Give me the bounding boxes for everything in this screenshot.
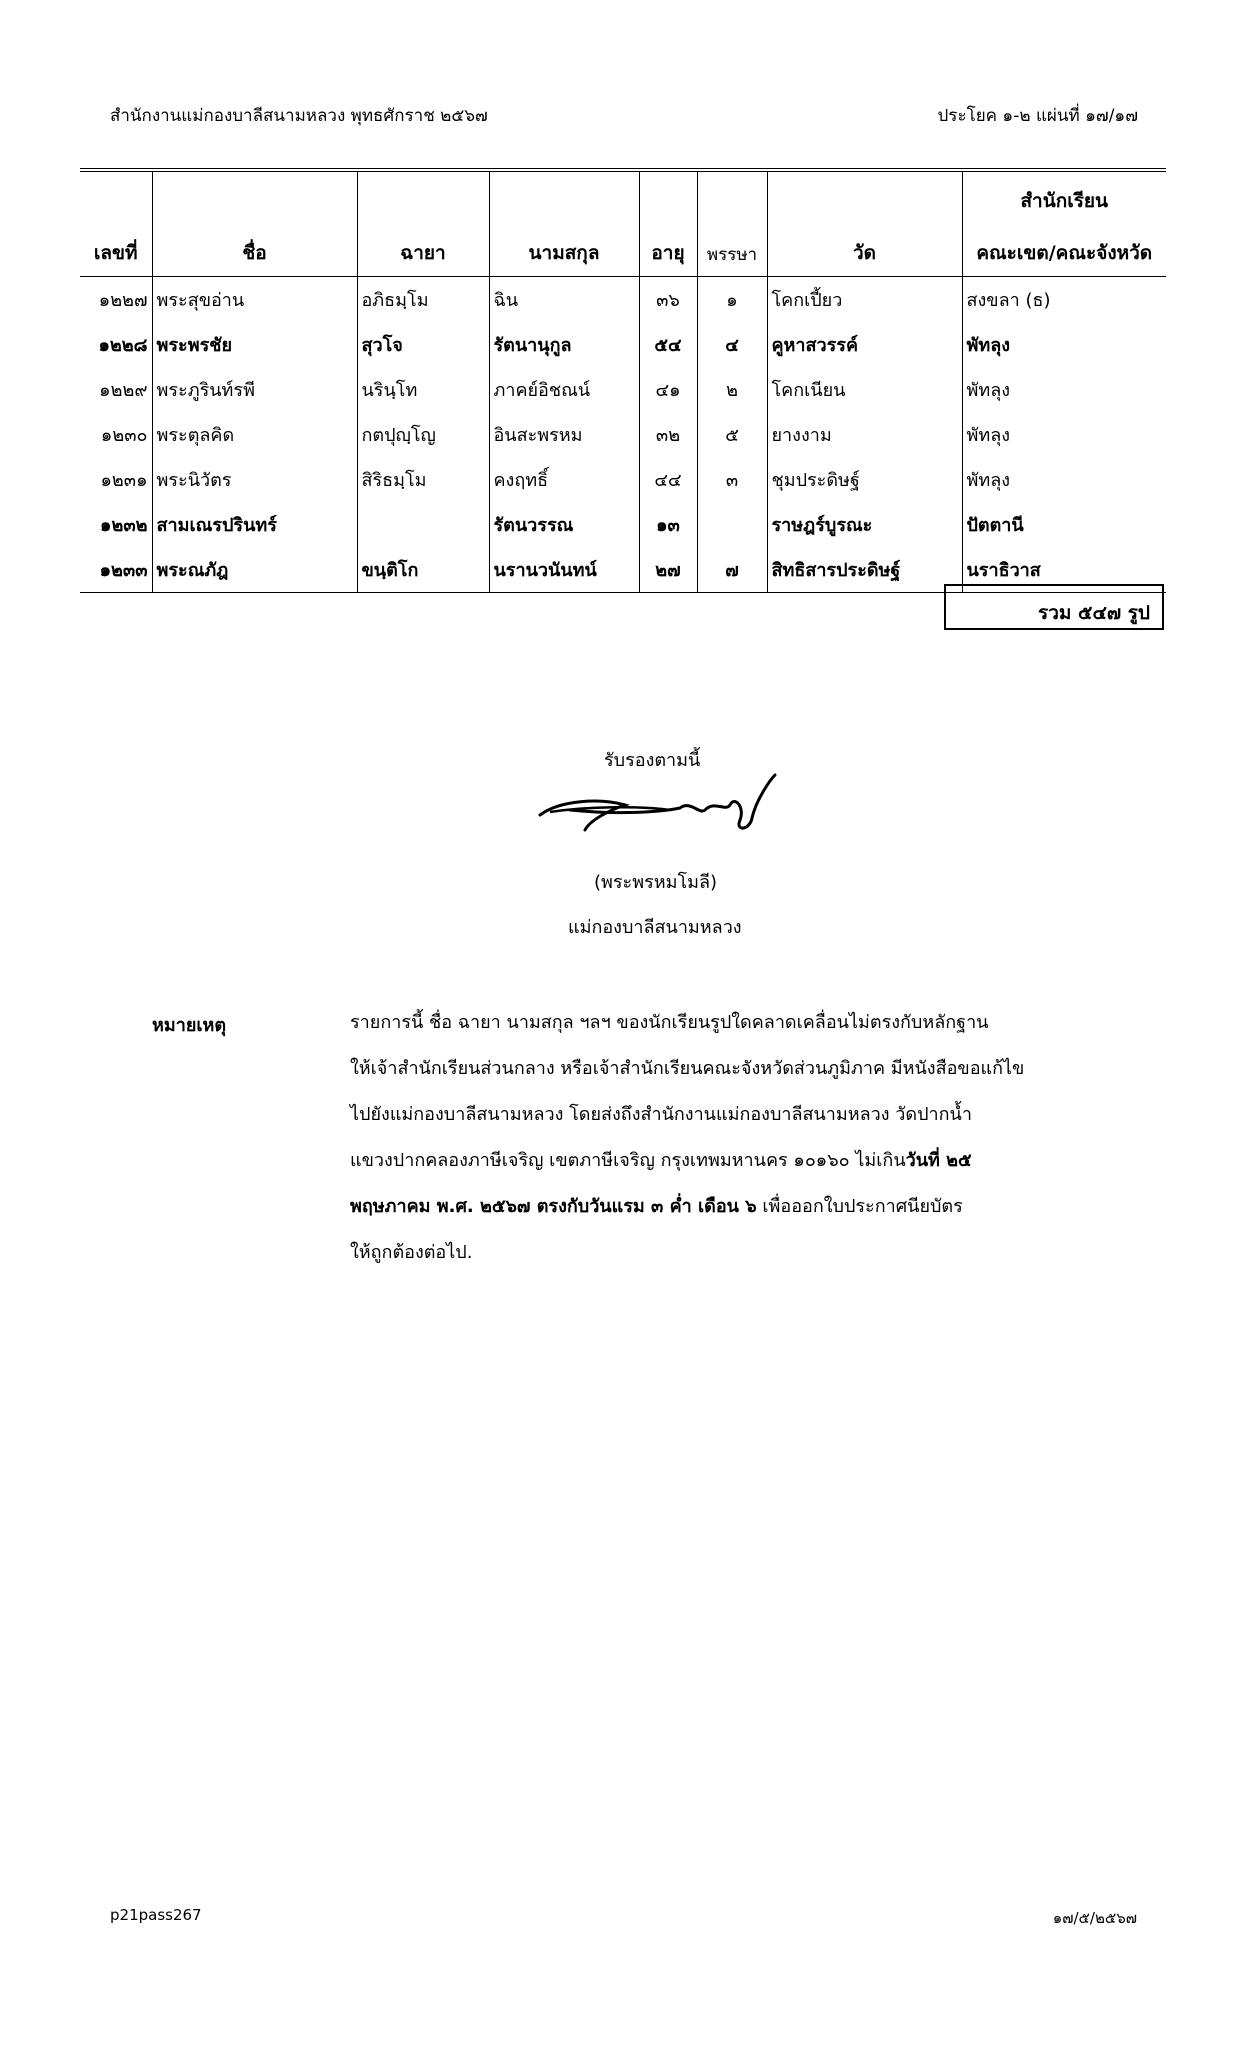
cell-no: ๑๒๒๙ <box>99 380 148 401</box>
cell-school: พัทลุง <box>962 412 1166 457</box>
col-no: เลขที่ <box>80 170 152 277</box>
remark-line: ให้เจ้าสำนักเรียนส่วนกลาง หรือเจ้าสำนักเรียนคณะจังหวัดส่วนภูมิภาค มีหนังสือขอแก้ไข <box>350 1058 1025 1079</box>
cell-chaya <box>357 502 489 547</box>
cell-chaya: กตปุญฺโญ <box>357 412 489 457</box>
cell-school: นราธิวาส <box>962 547 1166 593</box>
remark-deadline-day: วันที่ ๒๕ <box>905 1150 972 1171</box>
cell-age: ๓๒ <box>639 412 697 457</box>
cell-wat: ราษฎร์บูรณะ <box>767 502 962 547</box>
cell-school: พัทลุง <box>962 322 1166 367</box>
cell-chaya: อภิธมฺโม <box>357 277 489 323</box>
header-sheet-info: ประโยค ๑-๒ แผ่นที่ ๑๗/๑๗ <box>937 106 1138 126</box>
cell-wat: สิทธิสารประดิษฐ์ <box>767 547 962 593</box>
remark-line <box>350 1138 1070 1184</box>
remark-label: หมายเหตุ <box>152 1015 227 1036</box>
signer-name: (พระพรหมโมลี) <box>594 872 718 893</box>
cell-name: พระภูรินท์รพี <box>152 367 357 412</box>
cell-phansa: ๔ <box>697 322 767 367</box>
cell-wat: โคกเนียน <box>767 367 962 412</box>
cell-age: ๒๗ <box>639 547 697 593</box>
col-phansa: พรรษา <box>697 170 767 277</box>
cell-age: ๔๔ <box>639 457 697 502</box>
cell-phansa: ๗ <box>697 547 767 593</box>
cell-chaya: ขนฺติโก <box>357 547 489 593</box>
remark-line: ให้ถูกต้องต่อไป. <box>350 1242 473 1263</box>
remark-purpose: เพื่อออกใบประกาศนียบัตร <box>756 1196 963 1217</box>
roster-table-wrapper <box>80 168 1166 593</box>
col-age: อายุ <box>639 170 697 277</box>
cell-name: สามเณรปรินทร์ <box>152 502 357 547</box>
cell-surname: ฉิน <box>489 277 639 323</box>
cell-no: ๑๒๒๘ <box>98 335 148 356</box>
cell-name: พระนิวัตร <box>152 457 357 502</box>
roster-table <box>80 168 1166 593</box>
cell-wat: คูหาสวรรค์ <box>767 322 962 367</box>
cell-surname: คงฤทธิ์ <box>489 457 639 502</box>
cell-no: ๑๒๓๓ <box>80 547 152 593</box>
cell-chaya: สิริธมฺโม <box>357 457 489 502</box>
cell-no: ๑๒๓๑ <box>100 470 148 491</box>
footer-code: p21pass267 <box>110 1906 202 1924</box>
certify-text: รับรองตามนี้ <box>604 750 701 771</box>
header-office: สำนักงานแม่กองบาลีสนามหลวง พุทธศักราช ๒๕๖๗ <box>110 106 488 126</box>
cell-phansa: ๑ <box>697 277 767 323</box>
cell-surname: ภาคย์อิชณน์ <box>489 367 639 412</box>
cell-phansa: ๓ <box>697 457 767 502</box>
col-school-bottom: คณะเขต/คณะจังหวัด <box>976 242 1153 264</box>
cell-chaya: สุวโจ <box>357 322 489 367</box>
cell-school: สงขลา (ธ) <box>962 277 1166 323</box>
cell-age: ๑๓ <box>639 502 697 547</box>
remark-line: รายการนี้ ชื่อ ฉายา นามสกุล ฯลฯ ของนักเรียนรูปใดคลาดเคลื่อนไม่ตรงกับหลักฐาน <box>350 1012 989 1033</box>
cell-phansa: ๒ <box>697 367 767 412</box>
cell-wat: ยางงาม <box>767 412 962 457</box>
cell-wat: ชุมประดิษฐ์ <box>767 457 962 502</box>
table-header-row <box>80 170 1166 277</box>
cell-phansa <box>697 502 767 547</box>
cell-school: พัทลุง <box>962 457 1166 502</box>
table-row <box>80 367 1166 412</box>
cell-name: พระตุลคิด <box>152 412 357 457</box>
col-name: ชื่อ <box>152 170 357 277</box>
cell-surname: อินสะพรหม <box>489 412 639 457</box>
cell-school: ปัตตานี <box>962 502 1166 547</box>
cell-surname: รัตนานุกูล <box>489 322 639 367</box>
table-row <box>80 502 1166 547</box>
table-row <box>80 322 1166 367</box>
remark-line <box>350 1184 1070 1230</box>
col-school-top: สำนักเรียน <box>1020 190 1109 212</box>
page-header <box>110 102 1138 132</box>
remark-line: ไปยังแม่กองบาลีสนามหลวง โดยส่งถึงสำนักงานแม่กองบาลีสนามหลวง วัดปากน้ำ <box>350 1104 972 1125</box>
col-chaya: ฉายา <box>357 170 489 277</box>
cell-age: ๕๔ <box>639 322 697 367</box>
cell-age: ๓๖ <box>639 277 697 323</box>
cell-surname: นรานวนันทน์ <box>489 547 639 593</box>
remark-address: แขวงปากคลองภาษีเจริญ เขตภาษีเจริญ กรุงเทพมหานคร ๑๐๑๖๐ ไม่เกิน <box>350 1150 906 1171</box>
cell-school: พัทลุง <box>962 367 1166 412</box>
remark-deadline-date: พฤษภาคม พ.ศ. ๒๕๖๗ ตรงกับวันแรม ๓ ค่ำ เดือน ๖ <box>350 1196 757 1217</box>
cell-age: ๔๑ <box>639 367 697 412</box>
table-row <box>80 412 1166 457</box>
col-wat: วัด <box>767 170 962 277</box>
cell-surname: รัตนวรรณ <box>489 502 639 547</box>
cell-no: ๑๒๓๒ <box>100 515 148 536</box>
footer-date: ๑๗/๕/๒๕๖๗ <box>1052 1909 1137 1927</box>
table-row <box>80 277 1166 323</box>
cell-chaya: นรินฺโท <box>357 367 489 412</box>
col-surname: นามสกุล <box>489 170 639 277</box>
col-school <box>962 170 1166 277</box>
signer-title: แม่กองบาลีสนามหลวง <box>568 917 742 938</box>
table-row <box>80 457 1166 502</box>
cell-no: ๑๒๒๗ <box>98 290 148 311</box>
total-count-box: รวม ๕๔๗ รูป <box>944 584 1164 630</box>
signature-image <box>530 770 780 850</box>
cell-name: พระพรชัย <box>152 322 357 367</box>
cell-name: พระณภัฎ <box>152 547 357 593</box>
cell-phansa: ๕ <box>697 412 767 457</box>
remark-body <box>350 1000 1070 1276</box>
cell-wat: โคกเปี้ยว <box>767 277 962 323</box>
cell-name: พระสุขอ่าน <box>152 277 357 323</box>
cell-no: ๑๒๓๐ <box>100 425 148 446</box>
